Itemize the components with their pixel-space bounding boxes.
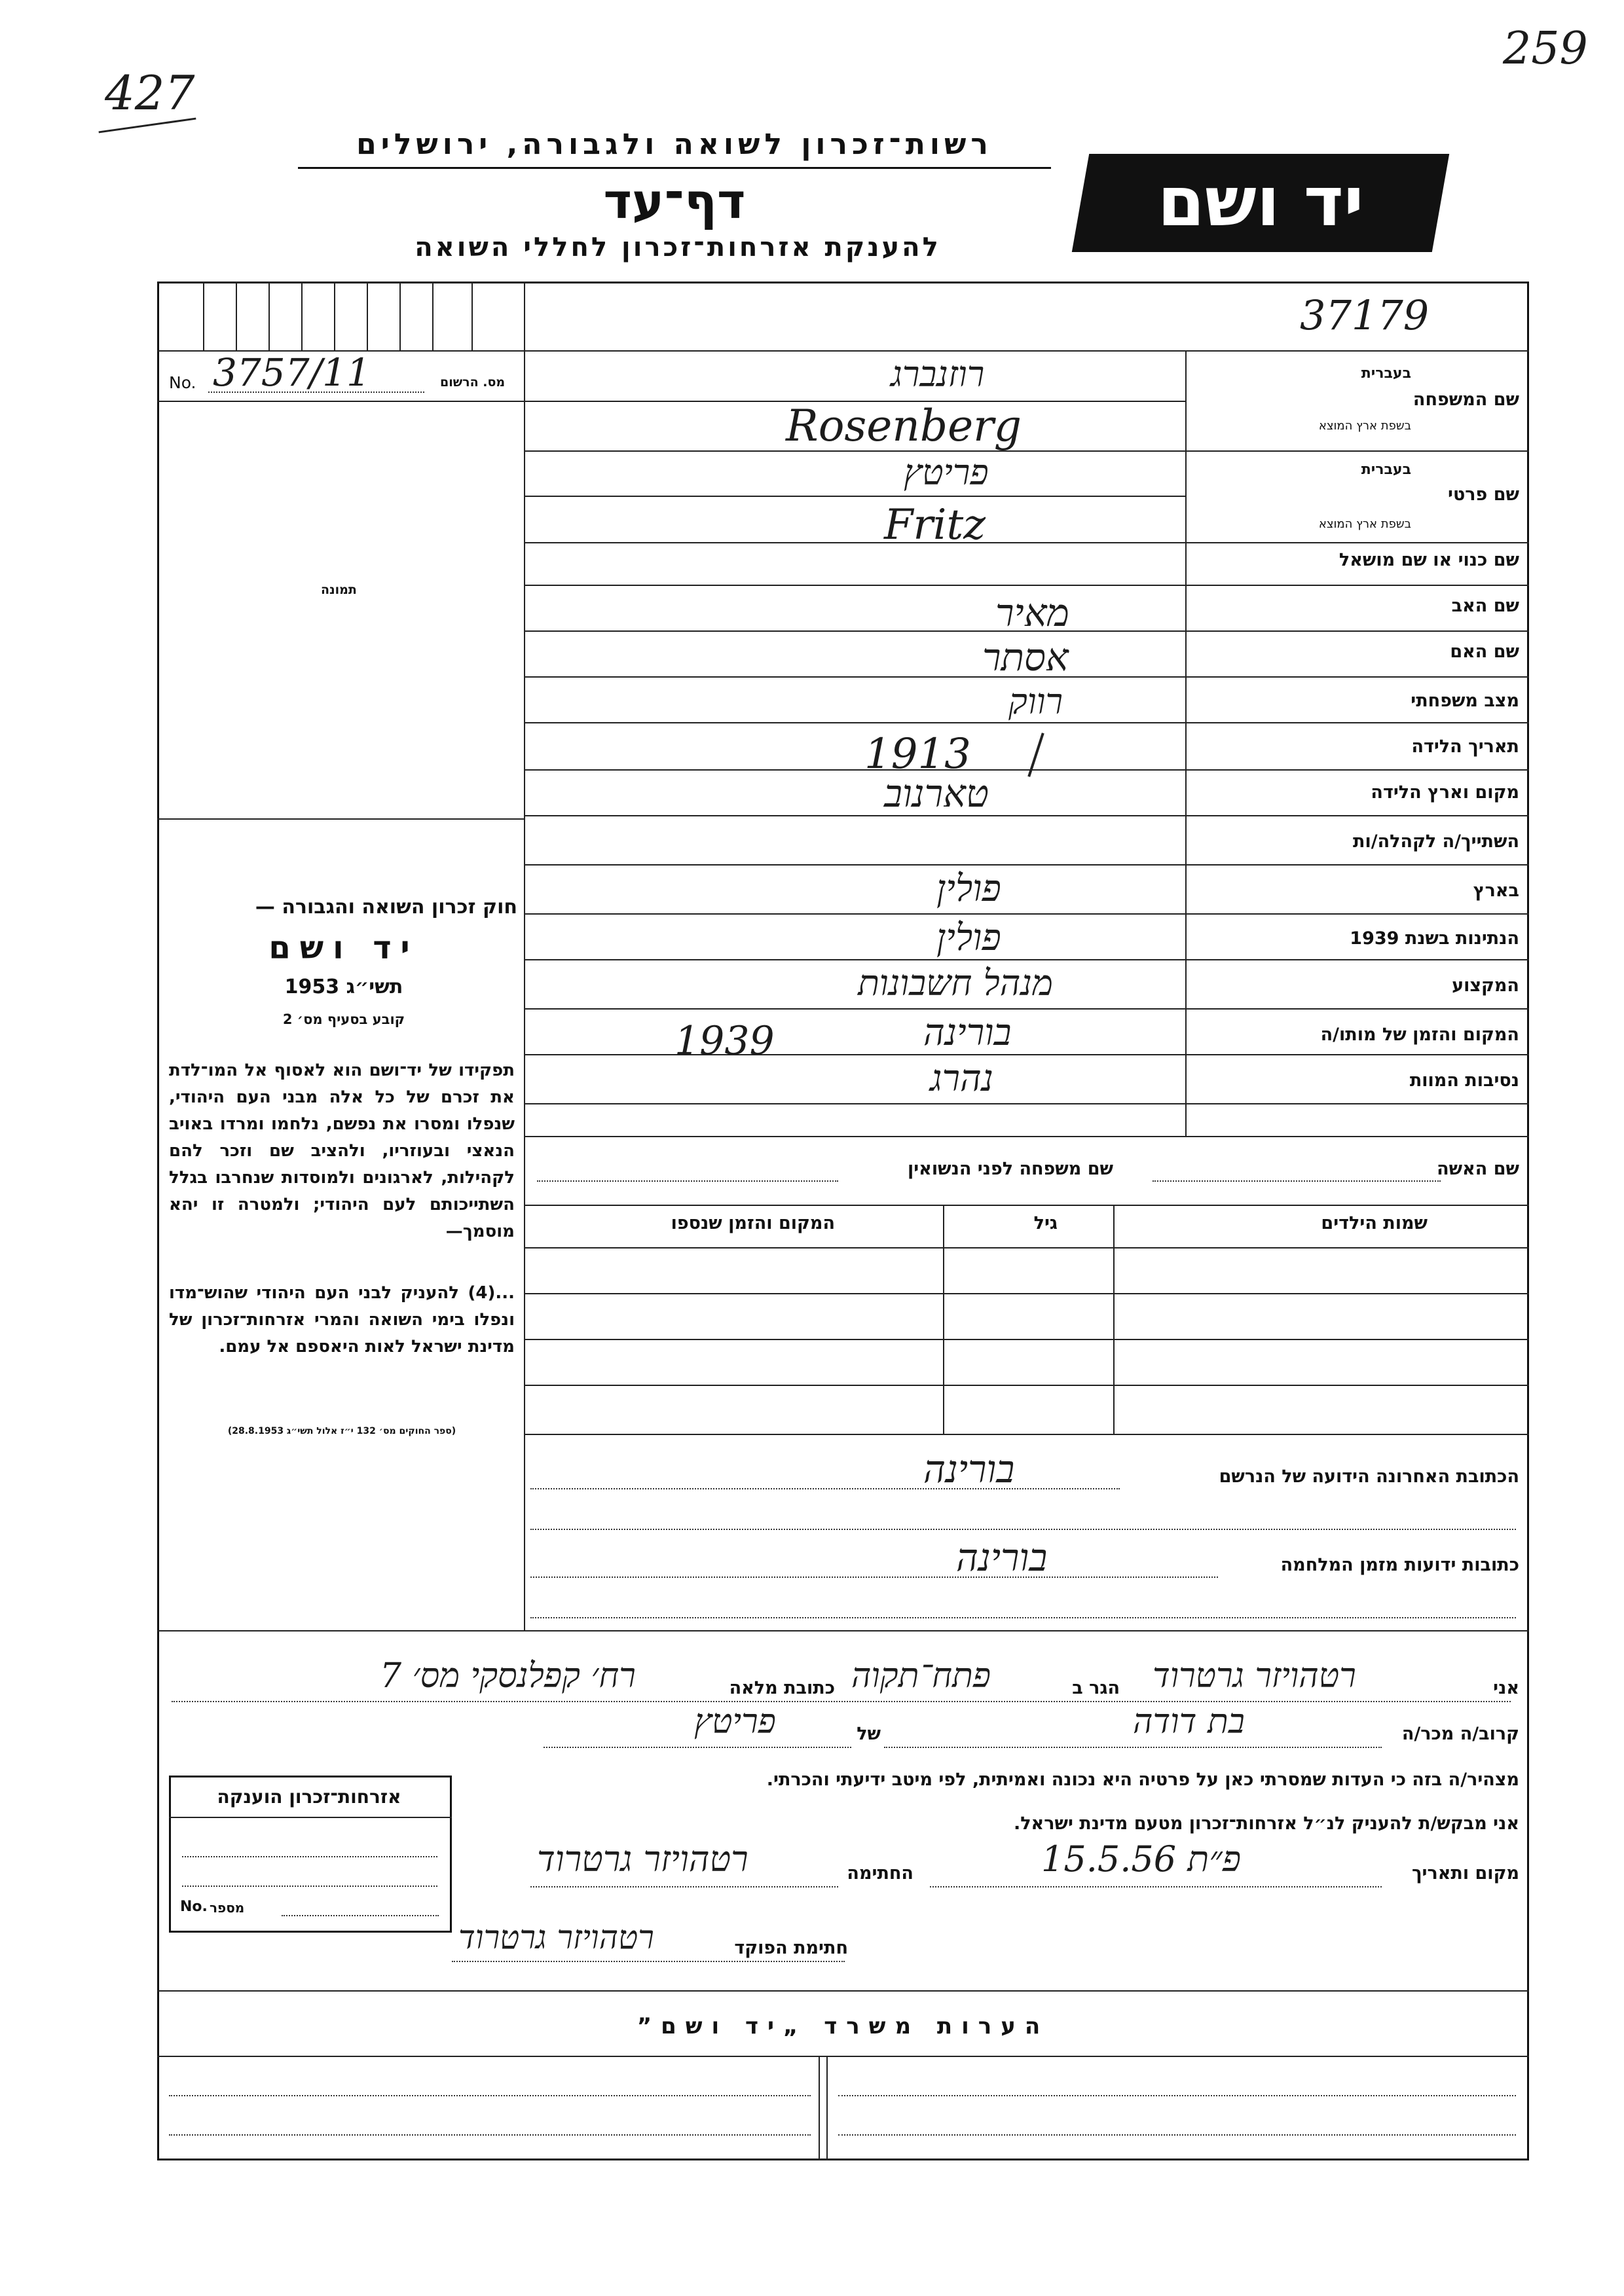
father-name-label: שם האב (1451, 596, 1519, 616)
form-title: דף־עד (603, 173, 746, 230)
remarks-title: הערות משרד „יד ושם” (637, 2013, 1050, 2039)
mother-name: אסתר (982, 635, 1069, 680)
relative-label: קרוב/ה מכר/ה (1401, 1724, 1519, 1744)
death-place: בורינה (923, 1011, 1012, 1054)
profession: מנהל חשבונות (858, 962, 1053, 1004)
marital-status: רווק (1008, 681, 1063, 722)
wartime-addresses-label: כתובות ידועות מזמן המלחמה (1280, 1555, 1519, 1575)
archive-number: 427 (105, 65, 195, 120)
logo-text: יד ושם (1157, 162, 1364, 242)
citizenship-1939-label: הנתינות בשנת 1939 (1350, 928, 1519, 949)
declaration-statement-1: מצהיר/ה בזה כי העדות שמסרתי כאן על פרטיה היא נכונה ואמיתית, לפי מיטב ידיעתי והכרתי. (766, 1770, 1519, 1790)
family-name-hebrew: רוזנברג (891, 354, 985, 395)
declaration-top-border (157, 1630, 1529, 1631)
witness-name: רטהויזר גרטרוד (1153, 1656, 1356, 1696)
birth-place-label: מקום וארץ הלידה (1371, 782, 1519, 803)
officer-signature-label: חתימת הפוקד (734, 1938, 848, 1958)
wartime-addresses: בורינה (956, 1535, 1048, 1580)
place-date: פ״ת 15.5.56 (1041, 1838, 1242, 1880)
wife-name-label: שם האשה (1437, 1159, 1519, 1179)
last-address-label: הכתובת האחרונה הידועה של הנרשם (1219, 1467, 1519, 1487)
profession-label: המקצוע (1452, 975, 1519, 996)
death-circumstances-label: נסיבות המוות (1409, 1070, 1519, 1091)
first-name-label: שם פרטי (1448, 484, 1519, 505)
birth-date-label: תאריך הלידה (1411, 737, 1519, 757)
birth-date: 1913 (864, 730, 971, 778)
mother-name-label: שם האם (1450, 642, 1519, 662)
city: פתח־תקוה (851, 1656, 991, 1696)
authority-underline (298, 167, 1051, 169)
officer-signature: רטהויזר גרטרוד (458, 1918, 654, 1956)
first-name-hebrew-label: בעברית (1361, 462, 1411, 478)
citizenship-1939: פולין (936, 917, 1001, 959)
family-name-hebrew-label: בעברית (1361, 365, 1411, 382)
family-name-origin: Rosenberg (786, 401, 1022, 451)
registration-label: מס. הרשום (440, 375, 506, 390)
country: פולין (936, 867, 1001, 910)
resides-label: הגר ב (1072, 1678, 1120, 1698)
signature-label: החתימה (847, 1863, 913, 1884)
handwritten-id: 37179 (1300, 291, 1430, 339)
declaration-i-label: אני (1493, 1678, 1519, 1698)
maiden-name-label: שם משפחה לפני הנשואין (907, 1159, 1113, 1179)
community-label: השתייך/ה לקהלה/ות (1353, 831, 1519, 852)
children-place-time-header: המקום והזמן שנספו (671, 1213, 835, 1233)
authority-title: רשות־זכרון לשואה ולגבורה, ירושלים (356, 128, 993, 161)
first-name-hebrew: פריטץ (904, 452, 989, 493)
relation-of-label: של (857, 1724, 881, 1744)
left-column-divider (524, 282, 525, 1630)
nickname-label: שם כנוי או שם מושאל (1338, 550, 1519, 570)
page-number: 259 (1503, 23, 1588, 75)
first-name-origin: Fritz (884, 501, 986, 549)
law-source: (ספר החוקים מס׳ 132 י״ז אלול תשי״ג 28.8.1953) (227, 1426, 456, 1436)
relation-of: פריטץ (694, 1702, 776, 1741)
death-place-time-label: המקום והזמן של מותו/ה (1320, 1025, 1519, 1045)
law-name: יד ושם (268, 930, 419, 966)
full-address-label: כתובת מלאה (729, 1678, 835, 1698)
country-label: בארץ (1473, 881, 1519, 901)
law-clause: קובע בסעיף מס׳ 2 (282, 1011, 405, 1027)
law-text-2: ...(4) להעניק לבני העם היהודי שהוש־מדו ונפלו בימי השואה והמרי אזרחות־זכרון של מדינת ישראל לאות היאספם אל עמם. (169, 1283, 515, 1357)
relation: בת דודה (1133, 1702, 1245, 1741)
father-name: מאיר (995, 591, 1069, 635)
children-age-header: גיל (1033, 1213, 1058, 1233)
birth-place: טארנוב (884, 771, 989, 816)
family-name-origin-label: בשפת ארץ המוצא (1318, 419, 1411, 433)
last-address: בורינה (923, 1447, 1015, 1491)
marital-status-label: מצב משפחתי (1411, 691, 1519, 711)
law-year: תשי״ג 1953 (284, 975, 403, 998)
law-title: חוק זכרון השואה והגבורה — (255, 896, 517, 919)
registration-no-label: No. (169, 373, 196, 392)
registration-number: 3757/11 (213, 350, 371, 395)
first-name-origin-label: בשפת ארץ המוצא (1318, 517, 1411, 531)
labels-column-divider (1185, 350, 1187, 1136)
death-circumstances: נהרג (930, 1057, 994, 1100)
signature: רטהויזר גרטרוד (537, 1838, 748, 1880)
remarks-top-border (157, 1990, 1529, 1992)
street-address: רח׳ קפלנסקי מס׳ 7 (380, 1656, 636, 1696)
citizenship-granted-title: אזרחות־זכרון הוענקה (217, 1786, 401, 1808)
place-date-label: מקום ותאריך (1411, 1863, 1519, 1884)
citizenship-number-label: מספר (210, 1900, 245, 1916)
citizenship-no-label: No. (180, 1899, 208, 1915)
form-subtitle: להענקת אזרחות־זכרון לחללי השואה (415, 232, 941, 263)
death-year: 1939 (674, 1018, 775, 1064)
family-name-label: שם המשפחה (1412, 390, 1519, 410)
children-names-header: שמות הילדים (1321, 1213, 1428, 1233)
law-text-1: תפקידו של יד־ושם הוא לאסוף אל המו־לדת את זכרם של כל אלה מבני העם היהודי, שנפלו ומסרו את נפשם, נלחמו ומרדו באויב הנאצי ובעוזריו, ולהציב שם וזכר להם לקהילות, לארגונים ולמוסדות שנחרבו בגלל השתייכותם לעם היהודי; ולמטרה זו יהא מוסמך— (169, 1061, 515, 1241)
photo-label: תמונה (321, 583, 357, 597)
declaration-statement-2: אני מבקש/ת להעניק לנ״ל אזרחות־זכרון מטעם מדינת ישראל. (1013, 1813, 1519, 1834)
